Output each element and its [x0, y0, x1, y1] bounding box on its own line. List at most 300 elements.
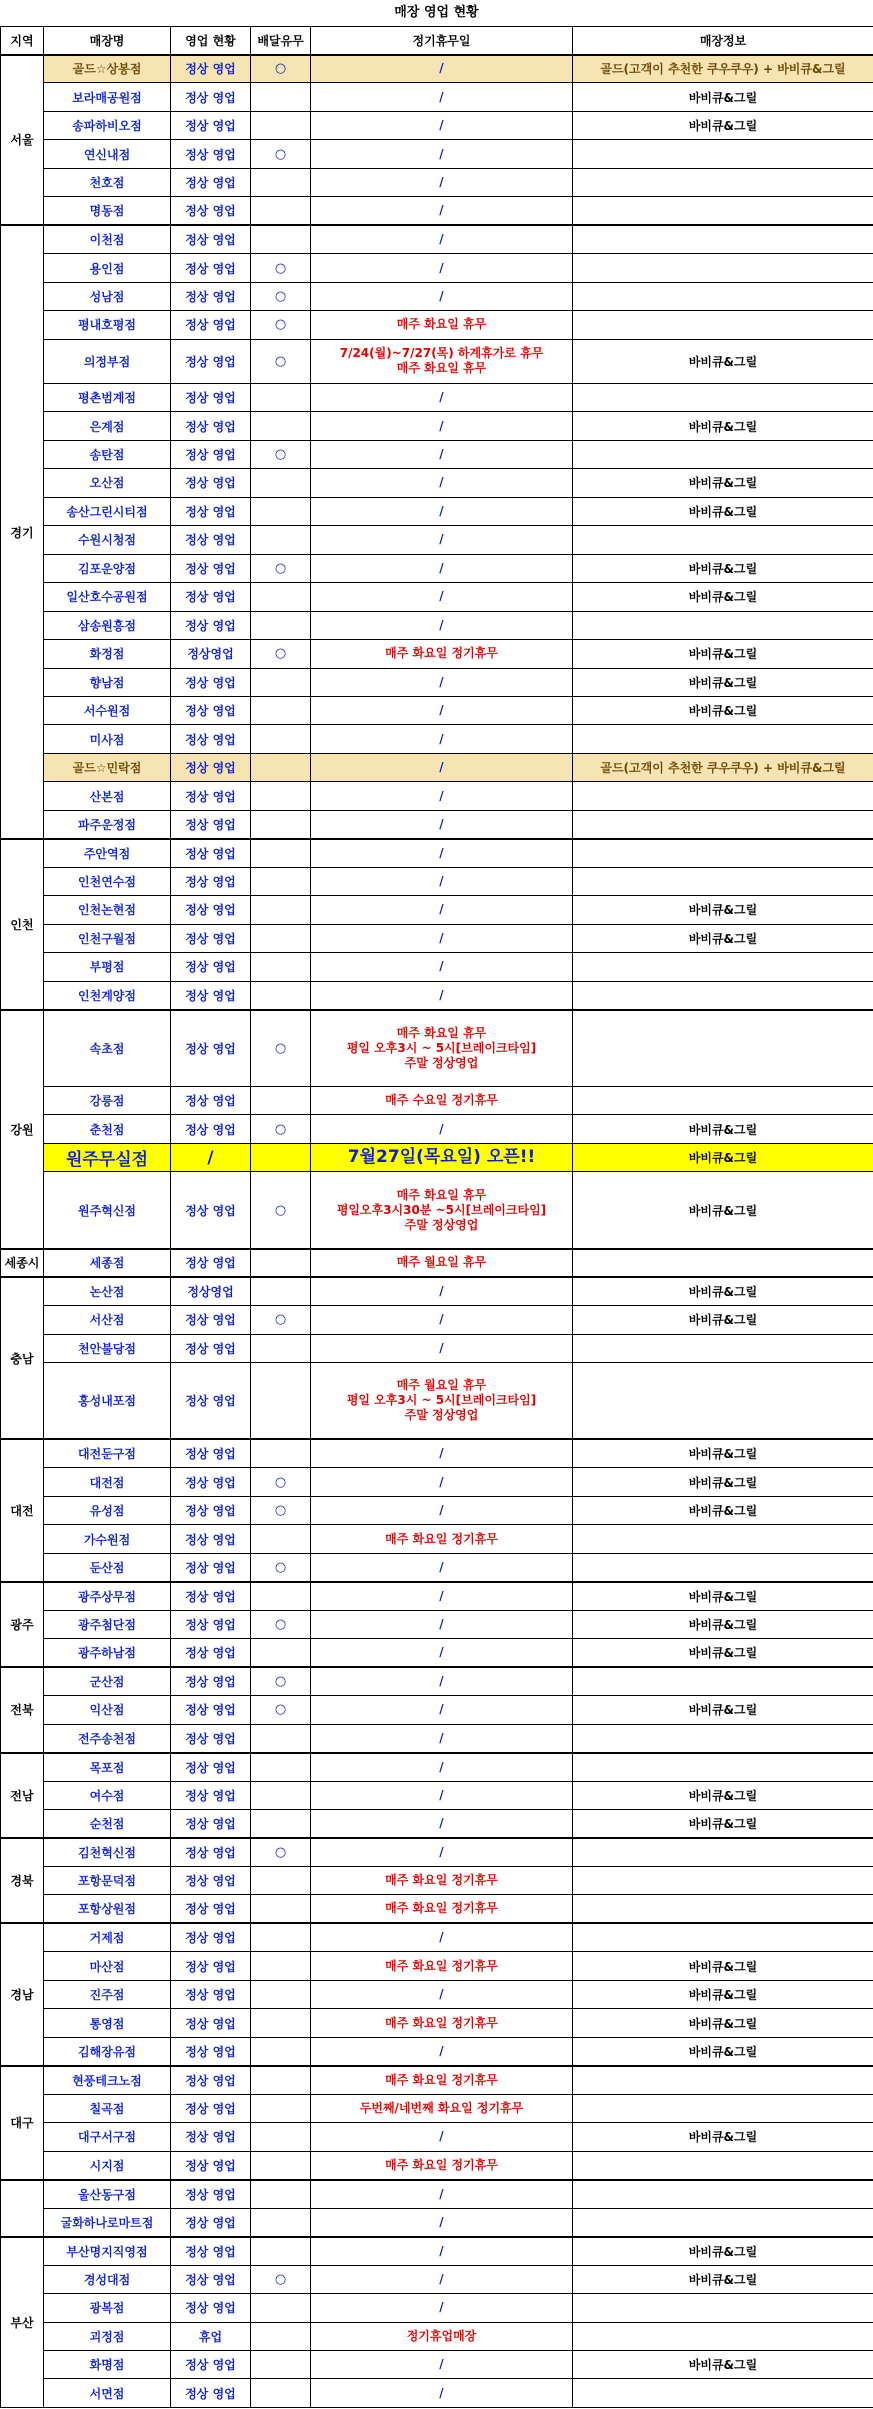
store-status: 정상 영업: [171, 1525, 251, 1553]
store-info: 바비큐&그릴: [573, 1468, 873, 1496]
holiday-line: 매주 화요일 정기휴무: [385, 2072, 498, 2087]
delivery-mark: [251, 1143, 311, 1171]
holiday-line: 매주 수요일 정기휴무: [385, 1093, 498, 1108]
header-holiday: 정기휴무일: [311, 27, 573, 55]
store-name: 화정점: [44, 640, 171, 668]
store-name: 대전둔구점: [44, 1439, 171, 1467]
header-delivery: 배달유무: [251, 27, 311, 55]
holiday-cell: [311, 640, 573, 668]
store-name: 홍성내포점: [44, 1363, 171, 1440]
holiday-cell: [311, 953, 573, 981]
holiday-cell: [311, 140, 573, 168]
holiday-line: /: [439, 418, 444, 433]
store-status: 정상 영업: [171, 1468, 251, 1496]
holiday-cell: [311, 2094, 573, 2122]
holiday-line: /: [439, 89, 444, 104]
store-name: 골드☆상봉점: [44, 55, 171, 83]
store-status: 정상 영업: [171, 2094, 251, 2122]
holiday-cell: [311, 668, 573, 696]
delivery-mark: [251, 1923, 311, 1951]
store-name: 보라매공원점: [44, 83, 171, 111]
store-name: 순천점: [44, 1810, 171, 1838]
store-row: [1, 640, 873, 668]
holiday-cell: [311, 1010, 573, 1087]
delivery-mark: [251, 1724, 311, 1752]
store-info: 바비큐&그릴: [573, 1696, 873, 1724]
store-status: 정상 영업: [171, 140, 251, 168]
delivery-mark: ○: [251, 2265, 311, 2293]
delivery-mark: [251, 469, 311, 497]
holiday-cell: [311, 981, 573, 1009]
delivery-mark: ○: [251, 254, 311, 282]
header-status: 영업 현황: [171, 27, 251, 55]
store-info: 바비큐&그릴: [573, 2350, 873, 2378]
store-status: 정상 영업: [171, 1667, 251, 1695]
holiday-cell: [311, 1334, 573, 1362]
holiday-line: /: [439, 1312, 444, 1327]
store-info: 바비큐&그릴: [573, 2037, 873, 2065]
store-row: [1, 469, 873, 497]
holiday-cell: [311, 1838, 573, 1866]
region-cell: 인천: [1, 839, 44, 1010]
store-name: 인천논현점: [44, 896, 171, 924]
holiday-line: /: [439, 2129, 444, 2144]
store-name: 광주상무점: [44, 1582, 171, 1610]
store-info: [573, 2294, 873, 2322]
store-row: [1, 412, 873, 440]
delivery-mark: ○: [251, 1667, 311, 1695]
store-row: [1, 1582, 873, 1610]
holiday-cell: [311, 2237, 573, 2265]
store-status: 정상 영업: [171, 339, 251, 383]
store-row: [1, 497, 873, 525]
store-name: 인천구월점: [44, 924, 171, 952]
store-row: [1, 1639, 873, 1667]
holiday-cell: [311, 497, 573, 525]
store-name: 천안불당점: [44, 1334, 171, 1362]
holiday-line: 주말 정상영업: [404, 1408, 479, 1423]
holiday-line: 매주 화요일 휴무: [396, 361, 487, 376]
store-status: 정상 영업: [171, 696, 251, 724]
store-info: [573, 1086, 873, 1114]
holiday-cell: [311, 83, 573, 111]
holiday-cell: [311, 1086, 573, 1114]
store-info: 바비큐&그릴: [573, 583, 873, 611]
store-status: 정상 영업: [171, 197, 251, 225]
holiday-line: 매주 화요일 정기휴무: [385, 1873, 498, 1888]
store-name: 진주점: [44, 1980, 171, 2008]
store-status: 정상 영업: [171, 2037, 251, 2065]
store-row: [1, 725, 873, 753]
store-row: [1, 83, 873, 111]
store-info: 바비큐&그릴: [573, 554, 873, 582]
store-info: [573, 2094, 873, 2122]
holiday-line: 평일오후3시30분 ~5시[브레이크타임]: [336, 1202, 547, 1217]
delivery-mark: [251, 2294, 311, 2322]
holiday-cell: [311, 1496, 573, 1524]
region-cell: 부산: [1, 2237, 44, 2408]
store-info: [573, 254, 873, 282]
holiday-line: 매주 화요일 정기휴무: [385, 646, 498, 661]
store-status: 정상 영업: [171, 981, 251, 1009]
store-row: [1, 1753, 873, 1781]
region-cell: [1, 2180, 44, 2237]
store-row: [1, 440, 873, 468]
holiday-line: /: [439, 1617, 444, 1632]
holiday-line: /: [439, 930, 444, 945]
store-status: 정상 영업: [171, 1582, 251, 1610]
store-row: [1, 140, 873, 168]
holiday-line: 매주 화요일 정기휴무: [385, 1531, 498, 1546]
delivery-mark: ○: [251, 311, 311, 339]
holiday-line: /: [439, 1787, 444, 1802]
holiday-line: /: [439, 959, 444, 974]
store-status: 정상 영업: [171, 1249, 251, 1277]
store-info: [573, 2151, 873, 2179]
store-status: /: [171, 1143, 251, 1171]
holiday-line: /: [439, 703, 444, 718]
store-row: [1, 1172, 873, 1249]
delivery-mark: ○: [251, 1468, 311, 1496]
store-row: [1, 526, 873, 554]
store-row: [1, 2151, 873, 2179]
holiday-line: 매주 화요일 정기휴무: [385, 1958, 498, 1973]
store-status: 정상 영업: [171, 2379, 251, 2407]
delivery-mark: ○: [251, 1553, 311, 1581]
store-name: 포항상원점: [44, 1895, 171, 1923]
store-row: [1, 1980, 873, 2008]
holiday-cell: [311, 440, 573, 468]
store-info: [573, 282, 873, 310]
store-status: 정상 영업: [171, 2237, 251, 2265]
holiday-cell: [311, 782, 573, 810]
store-status: 정상 영업: [171, 1172, 251, 1249]
store-status: 정상 영업: [171, 1610, 251, 1638]
store-row: [1, 55, 873, 83]
store-row: [1, 2208, 873, 2236]
holiday-cell: [311, 1610, 573, 1638]
holiday-line: 평일 오후3시 ~ 5시[브레이크타임]: [346, 1040, 537, 1055]
delivery-mark: [251, 2066, 311, 2094]
holiday-cell: [311, 1895, 573, 1923]
store-status: 정상 영업: [171, 2151, 251, 2179]
store-status: 정상 영업: [171, 1115, 251, 1143]
store-status: 정상 영업: [171, 168, 251, 196]
store-name: 성남점: [44, 282, 171, 310]
holiday-line: /: [439, 1930, 444, 1945]
delivery-mark: [251, 725, 311, 753]
holiday-cell: [311, 924, 573, 952]
store-info: 바비큐&그릴: [573, 1143, 873, 1171]
store-status: 정상 영업: [171, 1952, 251, 1980]
store-row: [1, 1468, 873, 1496]
store-info: 바비큐&그릴: [573, 1496, 873, 1524]
store-row: [1, 810, 873, 838]
store-row: [1, 225, 873, 253]
delivery-mark: [251, 782, 311, 810]
holiday-line: /: [439, 390, 444, 405]
store-row: [1, 2322, 873, 2350]
store-status: 정상영업: [171, 640, 251, 668]
holiday-line: /: [439, 288, 444, 303]
store-status: 정상 영업: [171, 668, 251, 696]
store-status: 정상 영업: [171, 1639, 251, 1667]
store-info: [573, 526, 873, 554]
delivery-mark: [251, 1363, 311, 1440]
delivery-mark: [251, 1810, 311, 1838]
store-info: [573, 1838, 873, 1866]
store-info: 바비큐&그릴: [573, 1115, 873, 1143]
store-row: [1, 2379, 873, 2407]
store-row: [1, 282, 873, 310]
store-status: 정상 영업: [171, 1306, 251, 1334]
delivery-mark: [251, 197, 311, 225]
delivery-mark: [251, 1439, 311, 1467]
store-info: [573, 2208, 873, 2236]
store-name: 광주첨단점: [44, 1610, 171, 1638]
store-status: 정상 영업: [171, 1363, 251, 1440]
store-name: 은계점: [44, 412, 171, 440]
store-name: 괴정점: [44, 2322, 171, 2350]
store-name: 이천점: [44, 225, 171, 253]
region-cell: 대구: [1, 2066, 44, 2180]
store-row: [1, 1010, 873, 1087]
store-info: [573, 2066, 873, 2094]
store-name: 화명점: [44, 2350, 171, 2378]
holiday-line: /: [439, 816, 444, 831]
holiday-cell: [311, 383, 573, 411]
holiday-cell: [311, 2180, 573, 2208]
store-row: [1, 1810, 873, 1838]
holiday-cell: [311, 1306, 573, 1334]
holiday-line: /: [439, 760, 444, 775]
store-row: [1, 2350, 873, 2378]
store-name: 미사점: [44, 725, 171, 753]
store-status: 정상 영업: [171, 583, 251, 611]
holiday-line: /: [439, 475, 444, 490]
store-status: 정상 영업: [171, 469, 251, 497]
store-row: [1, 2094, 873, 2122]
delivery-mark: [251, 1249, 311, 1277]
store-info: [573, 1334, 873, 1362]
store-row: [1, 953, 873, 981]
delivery-mark: [251, 2237, 311, 2265]
store-info: [573, 953, 873, 981]
store-name: 논산점: [44, 1277, 171, 1305]
store-name: 용인점: [44, 254, 171, 282]
delivery-mark: [251, 696, 311, 724]
holiday-line: 매주 화요일 정기휴무: [385, 2157, 498, 2172]
store-status: 정상 영업: [171, 1753, 251, 1781]
store-row: [1, 254, 873, 282]
store-status: 정상 영업: [171, 1923, 251, 1951]
holiday-cell: [311, 1115, 573, 1143]
region-cell: 세종시: [1, 1249, 44, 1277]
store-row: [1, 111, 873, 139]
store-row: [1, 1838, 873, 1866]
store-status: 정상 영업: [171, 2294, 251, 2322]
store-row: [1, 1952, 873, 1980]
store-status: 정상 영업: [171, 383, 251, 411]
delivery-mark: [251, 1639, 311, 1667]
delivery-mark: ○: [251, 440, 311, 468]
store-name: 광복점: [44, 2294, 171, 2322]
store-name: 익산점: [44, 1696, 171, 1724]
store-status: 정상 영업: [171, 1781, 251, 1809]
store-info: [573, 1553, 873, 1581]
store-name: 대구서구점: [44, 2123, 171, 2151]
store-row: [1, 782, 873, 810]
store-name: 칠곡점: [44, 2094, 171, 2122]
store-status: 정상 영업: [171, 924, 251, 952]
delivery-mark: [251, 1525, 311, 1553]
holiday-line: /: [439, 175, 444, 190]
delivery-mark: ○: [251, 1306, 311, 1334]
store-info: [573, 725, 873, 753]
store-info: 바비큐&그릴: [573, 1277, 873, 1305]
store-status-table: [0, 26, 873, 2408]
store-name: 가수원점: [44, 1525, 171, 1553]
store-name: 파주운정점: [44, 810, 171, 838]
store-status: 정상 영업: [171, 2123, 251, 2151]
store-row: [1, 1249, 873, 1277]
delivery-mark: [251, 753, 311, 781]
store-name: 통영점: [44, 2009, 171, 2037]
store-name: 거제점: [44, 1923, 171, 1951]
holiday-line: /: [439, 2243, 444, 2258]
store-status: 정상 영업: [171, 526, 251, 554]
store-status: 정상 영업: [171, 412, 251, 440]
store-name: 전주송천점: [44, 1724, 171, 1752]
store-info: [573, 782, 873, 810]
store-info: 바비큐&그릴: [573, 1610, 873, 1638]
store-row: [1, 1086, 873, 1114]
store-status: 정상 영업: [171, 282, 251, 310]
holiday-line: /: [439, 532, 444, 547]
holiday-line: /: [439, 589, 444, 604]
store-info: [573, 2322, 873, 2350]
holiday-cell: [311, 2294, 573, 2322]
holiday-line: 매주 화요일 휴무: [396, 317, 487, 332]
holiday-cell: [311, 225, 573, 253]
holiday-cell: [311, 111, 573, 139]
store-status: 정상 영업: [171, 1010, 251, 1087]
holiday-line: /: [439, 845, 444, 860]
holiday-line: 주말 정상영업: [404, 1217, 479, 1232]
region-cell: 전남: [1, 1753, 44, 1838]
store-info: [573, 1010, 873, 1087]
store-info: 바비큐&그릴: [573, 924, 873, 952]
delivery-mark: ○: [251, 1115, 311, 1143]
store-status: 정상 영업: [171, 440, 251, 468]
holiday-line: /: [439, 232, 444, 247]
store-status: 정상 영업: [171, 1496, 251, 1524]
store-name: 마산점: [44, 1952, 171, 1980]
store-info: 바비큐&그릴: [573, 2237, 873, 2265]
holiday-cell: [311, 1249, 573, 1277]
holiday-line: 매주 화요일 정기휴무: [385, 2015, 498, 2030]
holiday-cell: [311, 1753, 573, 1781]
store-name: 산본점: [44, 782, 171, 810]
store-info: 바비큐&그릴: [573, 2123, 873, 2151]
holiday-line: 매주 화요일 휴무: [396, 1187, 487, 1202]
store-info: [573, 1525, 873, 1553]
holiday-line: /: [439, 1588, 444, 1603]
holiday-cell: [311, 1143, 573, 1171]
holiday-cell: [311, 753, 573, 781]
delivery-mark: ○: [251, 140, 311, 168]
holiday-line: 매주 화요일 정기휴무: [385, 1901, 498, 1916]
holiday-cell: [311, 526, 573, 554]
holiday-line: /: [439, 260, 444, 275]
store-info: 바비큐&그릴: [573, 1306, 873, 1334]
holiday-line: 평일 오후3시 ~ 5시[브레이크타임]: [346, 1393, 537, 1408]
store-status: 정상 영업: [171, 1867, 251, 1895]
store-row: [1, 2037, 873, 2065]
delivery-mark: ○: [251, 1496, 311, 1524]
delivery-mark: [251, 1277, 311, 1305]
holiday-line: /: [439, 503, 444, 518]
store-status: 정상 영업: [171, 839, 251, 867]
delivery-mark: [251, 1334, 311, 1362]
store-info: [573, 1923, 873, 1951]
store-status: 정상 영업: [171, 2066, 251, 2094]
holiday-line: /: [439, 446, 444, 461]
store-info: [573, 1895, 873, 1923]
store-status: 정상 영업: [171, 1553, 251, 1581]
store-row: [1, 867, 873, 895]
delivery-mark: [251, 2379, 311, 2407]
store-info: [573, 440, 873, 468]
store-status: 정상 영업: [171, 111, 251, 139]
delivery-mark: [251, 1980, 311, 2008]
holiday-line: /: [439, 1845, 444, 1860]
store-row: [1, 2294, 873, 2322]
holiday-line: /: [439, 2043, 444, 2058]
region-cell: 서울: [1, 55, 44, 226]
delivery-mark: [251, 1781, 311, 1809]
store-name: 오산점: [44, 469, 171, 497]
store-info: [573, 810, 873, 838]
store-status: 정상 영업: [171, 1439, 251, 1467]
store-info: [573, 383, 873, 411]
store-row: [1, 383, 873, 411]
store-row: [1, 1610, 873, 1638]
store-info: [573, 225, 873, 253]
holiday-cell: [311, 1468, 573, 1496]
store-name: 서수원점: [44, 696, 171, 724]
store-info: [573, 1667, 873, 1695]
store-status: 정상 영업: [171, 953, 251, 981]
holiday-line: /: [439, 203, 444, 218]
holiday-line: /: [439, 146, 444, 161]
holiday-line: /: [439, 902, 444, 917]
store-info: [573, 1724, 873, 1752]
store-row: [1, 1867, 873, 1895]
store-name: 경성대점: [44, 2265, 171, 2293]
store-status: 정상 영업: [171, 311, 251, 339]
store-info: 바비큐&그릴: [573, 1639, 873, 1667]
delivery-mark: [251, 611, 311, 639]
delivery-mark: [251, 1952, 311, 1980]
delivery-mark: [251, 2009, 311, 2037]
delivery-mark: [251, 2350, 311, 2378]
holiday-line: 정기휴업매장: [406, 2328, 477, 2343]
holiday-cell: [311, 311, 573, 339]
holiday-line: /: [439, 1759, 444, 1774]
store-status: 정상 영업: [171, 611, 251, 639]
delivery-mark: [251, 839, 311, 867]
